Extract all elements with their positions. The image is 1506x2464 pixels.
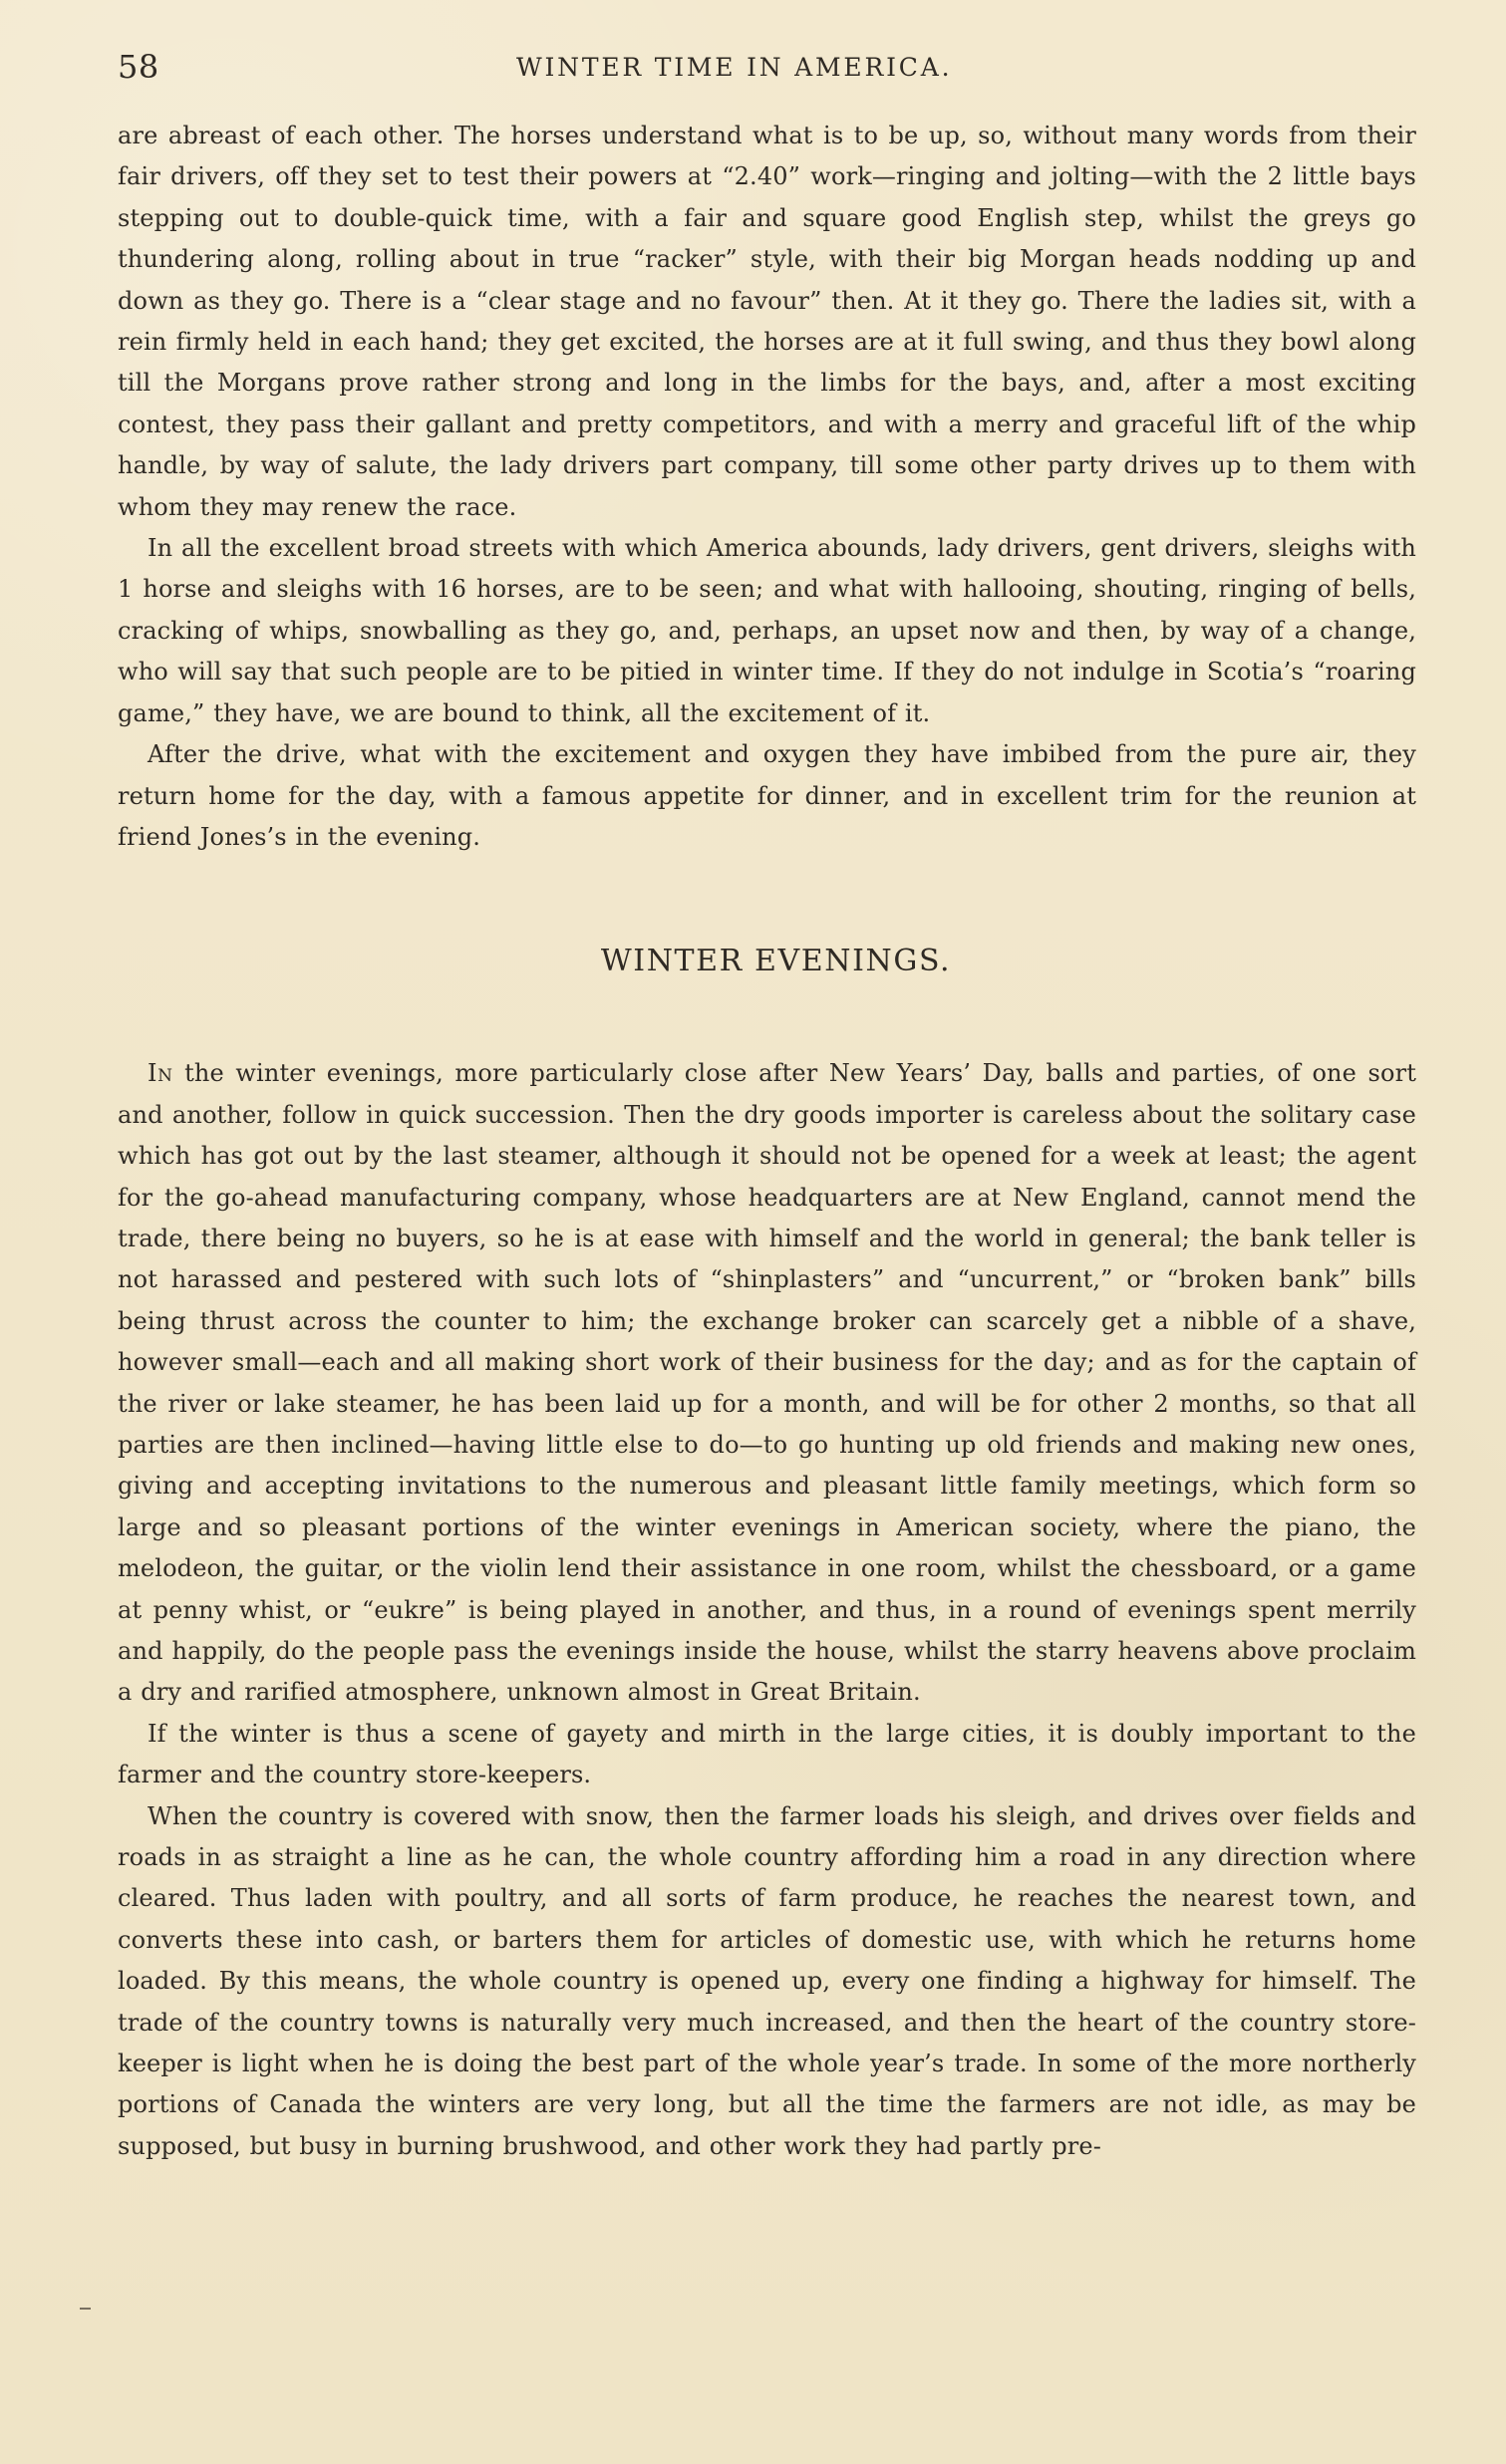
page-header <box>118 48 1416 86</box>
section-title: WINTER EVENINGS. <box>600 944 952 979</box>
paragraph: If the winter is thus a scene of gayety and mirth in the large cities, it is doubly important to the farmer and the country store-keepers. <box>118 1719 1416 1789</box>
page-number: 58 <box>118 48 159 86</box>
margin-mark <box>80 2308 91 2310</box>
dropcap-word: In <box>148 1059 173 1088</box>
paragraph: In all the excellent broad streets with which America abounds, lady drivers, gent drivers, sleighs with 1 horse and sleighs with 16 horses, are to be seen; and what with hallooing, shouting, ringing of bells, cracking of whips, snowballing as they go, and, perhaps, an upset now and then, by way of a change, who will say that such people are to be pitied in winter time. If they do not indulge in Scotia’s “roaring game,” they have, we are bound to think, all the excitement of it. <box>118 534 1416 727</box>
running-head: WINTER TIME IN AMERICA. <box>516 53 953 82</box>
paragraph <box>118 1053 1416 1714</box>
paragraph: After the drive, what with the excitement and oxygen they have imbibed from the pure air, they return home for the day, with a famous appetite for dinner, and in excellent trim for the reunion at friend Jones’s in the evening. <box>118 740 1416 851</box>
section-2-text <box>118 1053 1416 2167</box>
paragraph-body: the winter evenings, more particularly close after New Years’ Day, balls and parties, of one sort and another, follow in quick succession. Then the dry goods importer is careless about the solitary case which has got out by the last steamer, although it should not be opened for a week at least; the agent for the go-ahead manufacturing company, whose headquarters are at New England, cannot mend the trade, there being no buyers, so he is at ease with himself and the world in general; the bank teller is not harassed and pestered with such lots of “shinplasters” and “uncurrent,” or “broken bank” bills being thrust across the counter to him; the exchange broker can scarcely get a nibble of a shave, however small—each and all making short work of their business for the day; and as for the captain of the river or lake steamer, he has been laid up for a month, and will be for other 2 months, so that all parties are then inclined—having little else to do—to go hunting up old friends and making new ones, giving and accepting invitations to the numerous and pleasant little family meetings, which form so large and so pleasant portions of the winter evenings in American society, where the piano, the melodeon, the guitar, or the violin lend their assistance in one room, whilst the chessboard, or a game at penny whist, or “eukre” is being played in another, and thus, in a round of evenings spent merrily and happily, do the people pass the evenings inside the house, whilst the starry heavens above proclaim a dry and rarified atmosphere, unknown almost in Great Britain. <box>118 1059 1416 1707</box>
paragraph: are abreast of each other. The horses understand what is to be up, so, without many words from their fair drivers, off they set to test their powers at “2.40” work—ringing and jolting—with the 2 little bays stepping out to double-quick time, with a fair and square good English step, whilst the greys go thundering along, rolling about in true “racker” style, with their big Morgan heads nodding up and down as they go. There is a “clear stage and no favour” then. At it they go. There the ladies sit, with a rein firmly held in each hand; they get excited, the horses are at it full swing, and thus they bowl along till the Morgans prove rather strong and long in the limbs for the bays, and, after a most exciting contest, they pass their gallant and pretty competitors, and with a merry and graceful lift of the whip handle, by way of salute, the lady drivers part company, till some other party drives up to them with whom they may renew the race. <box>118 122 1416 521</box>
paragraph: When the country is covered with snow, then the farmer loads his sleigh, and drives over fields and roads in as straight a line as he can, the whole country affording him a road in any direction where cleared. Thus laden with poultry, and all sorts of farm produce, he reaches the nearest town, and converts these into cash, or barters them for articles of domestic use, with which he returns home loaded. By this means, the whole country is opened up, every one finding a highway for himself. The trade of the country towns is naturally very much increased, and then the heart of the country store-keeper is light when he is doing the best part of the whole year’s trade. In some of the more northerly portions of Canada the winters are very long, but all the time the farmers are not idle, as may be supposed, but busy in burning brushwood, and other work they had partly pre- <box>118 1801 1416 2160</box>
section-1-text <box>118 116 1416 858</box>
